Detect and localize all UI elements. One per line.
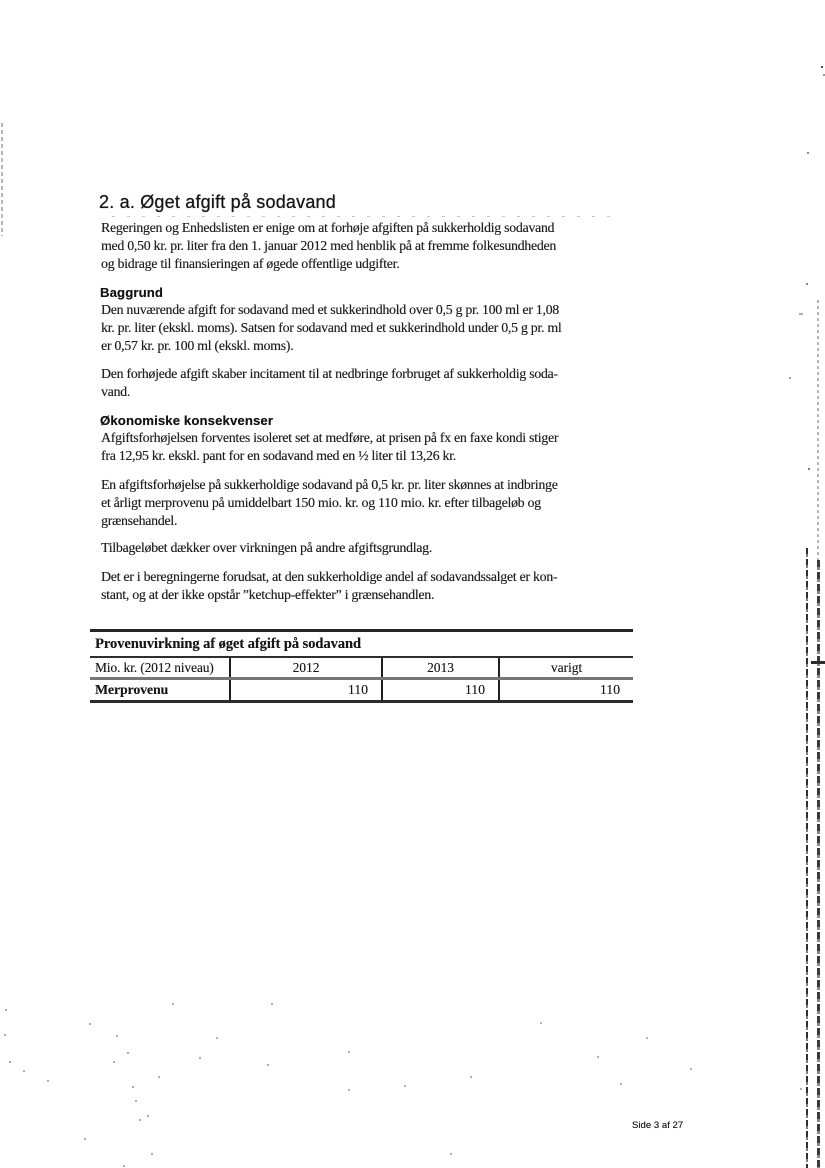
paragraph-baggrund-1 <box>101 301 561 356</box>
scan-artifact-right-line-1 <box>806 548 808 1168</box>
cell-value-varigt: 110 <box>499 679 633 702</box>
scan-artifact-title-noise <box>112 216 612 217</box>
text-line: et årligt merprovenu på umiddelbart 150 mio. kr. og 110 mio. kr. efter tilbageløb og <box>101 495 541 511</box>
scan-artifact-left-line <box>1 123 3 236</box>
paragraph-konsekvenser-2 <box>101 476 558 531</box>
table-title: Provenuvirkning af øget afgift på sodavand <box>90 631 633 658</box>
text-line: Tilbageløbet dækker over virkningen på andre afgiftsgrundlag. <box>101 540 432 555</box>
text-line: stant, og at der ikke opstår ”ketchup-effekter” i grænsehandlen. <box>101 587 435 603</box>
text-line: med 0,50 kr. pr. liter fra den 1. januar 2012 med henblik på at fremme folkesundheden <box>101 238 556 254</box>
text-line: fra 12,95 kr. ekskl. pant for en sodavand med en ½ liter til 13,26 kr. <box>101 448 456 464</box>
paragraph-konsekvenser-3 <box>101 539 432 557</box>
text-line: Afgiftsforhøjelsen forventes isoleret set at medføre, at prisen på fx en faxe kondi stiger <box>101 430 559 445</box>
text-line: Det er i beregningerne forudsat, at den sukkerholdige andel af sodavandssalget er kon- <box>101 569 558 584</box>
section-heading-konsekvenser: Økonomiske konsekvenser <box>100 413 274 428</box>
text-line: En afgiftsforhøjelse på sukkerholdige sodavand på 0,5 kr. pr. liter skønnes at indbringe <box>101 477 558 492</box>
scan-artifact-right-line-2 <box>817 300 819 562</box>
text-line: Regeringen og Enhedslisten er enige om at forhøje afgiften på sukkerholdig sodavand <box>101 220 555 235</box>
scan-artifact-edge-dash <box>811 661 825 664</box>
text-line: vand. <box>101 384 131 400</box>
table-row <box>90 679 633 702</box>
row-label-merprovenu: Merprovenu <box>95 682 169 697</box>
page-title: 2. a. Øget afgift på sodavand <box>99 192 336 212</box>
provenu-table <box>90 629 633 703</box>
text-line: kr. pr. liter (ekskl. moms). Satsen for sodavand med et sukkerindhold under 0,5 g pr. ml <box>101 320 562 336</box>
section-heading-baggrund: Baggrund <box>100 285 164 300</box>
text-line: grænsehandel. <box>101 513 178 529</box>
cell-value-2013: 110 <box>382 679 499 702</box>
paragraph-konsekvenser-1 <box>101 429 558 465</box>
paragraph-intro <box>101 219 556 274</box>
column-header-varigt: varigt <box>499 657 633 679</box>
scan-artifact-right-line-3 <box>817 560 820 1168</box>
column-header-2013: 2013 <box>382 657 499 679</box>
paragraph-baggrund-2 <box>101 365 558 401</box>
scan-noise-specks <box>0 0 2 2</box>
text-line: er 0,57 kr. pr. 100 ml (ekskl. moms). <box>101 338 294 354</box>
column-header-unit: Mio. kr. (2012 niveau) <box>90 657 230 679</box>
column-header-2012: 2012 <box>230 657 382 679</box>
page-number: Side 3 af 27 <box>632 1120 684 1131</box>
text-line: Den forhøjede afgift skaber incitament til at nedbringe forbruget af sukkerholdig soda- <box>101 366 558 381</box>
text-line: Den nuværende afgift for sodavand med et sukkerindhold over 0,5 g pr. 100 ml er 1,08 <box>101 302 559 317</box>
paragraph-konsekvenser-4 <box>101 568 557 604</box>
text-line: og bidrage til finansieringen af øgede offentlige udgifter. <box>101 256 400 272</box>
cell-value-2012: 110 <box>230 679 382 702</box>
